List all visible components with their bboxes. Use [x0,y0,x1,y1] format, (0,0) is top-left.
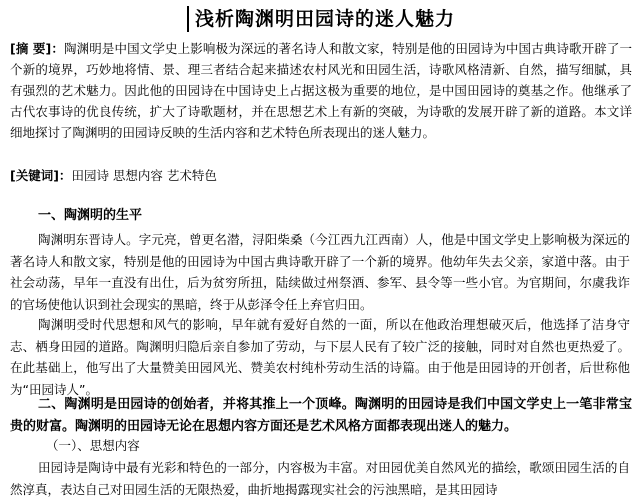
keywords-label: [关键词]： [10,168,72,183]
paragraph-life-2: 陶渊明受时代思想和风气的影响，早年就有爱好自然的一面，所以在他政治理想破灭后，他选择了洁身守志、栖身田园的道路。陶渊明归隐后亲自参加了劳动，与下层人民有了较广泛的接触，同时对自然也更热爱了。在此基础上，他写出了大量赞美田园风光、赞美农村纯朴劳动生活的诗篇。由于他是田园诗的开创者，后世称他为“田园诗人”。 [10,317,630,397]
article-title: 浅析陶渊明田园诗的迷人魅力 [187,6,455,32]
paragraph-content-1: 田园诗是陶诗中最有光彩和特色的一部分，内容极为丰富。对田园优美自然风光的描绘，歌颂田园生活的自然淳真，表达自己对田园生活的无限热爱，曲折地揭露现实社会的污浊黑暗，是其田园诗 [10,460,630,497]
section-heading-life: 一、陶渊明的生平 [38,208,143,223]
subsection-heading-content: （一）、思想内容 [46,438,140,453]
abstract-text: 陶渊明是中国文学史上影响极为深远的著名诗人和散文家，特别是他的田园诗为中国古典诗歌开辟了一个新的境界，巧妙地将情、景、理三者结合起来描述农村风光和田园生活，诗歌风格清新、自然，描写细腻，具有强烈的艺术魅力。因此他的田园诗在中国诗史上占据这极为重要的地位，是中国田园诗的奠基之作。他继承了古代农事诗的优良传统，扩大了诗歌题材，并在思想艺术上有新的突破，为诗歌的发展开辟了新的道路。本文详细地探讨了陶渊明的田园诗反映的生活内容和艺术特色所表现出的迷人魅力。 [10,41,632,140]
keywords-text: 田园诗 思想内容 艺术特色 [71,168,217,183]
abstract-paragraph [10,38,632,143]
section-heading-pastoral-founder: 二、陶渊明是田园诗的创始者，并将其推上一个顶峰。陶渊明的田园诗是我们中国文学史上一笔非常宝贵的财富。陶渊明的田园诗无论在思想内容方面还是艺术风格方面都表现出迷人的魅力。 [10,397,632,434]
paragraph-life-1: 陶渊明东晋诗人。字元亮，曾更名潜，浔阳柴桑（今江西九江西南）人，他是中国文学史上影响极为深远的著名诗人和散文家，特别是他的田园诗为中国古典诗歌开辟了一个新的境界。他幼年失去父亲，家道中落。由于社会动荡，早年一直没有出仕，后为贫穷所扭，陆续做过州祭酒、参军、县令等一些小官。为官期间，尔虞我诈的官场使他认识到社会现实的黑暗，终于从彭泽令任上弃官归田。 [10,232,630,312]
abstract-label: [摘 要]： [10,41,65,56]
keywords-line [10,166,632,186]
title-block [0,6,642,32]
